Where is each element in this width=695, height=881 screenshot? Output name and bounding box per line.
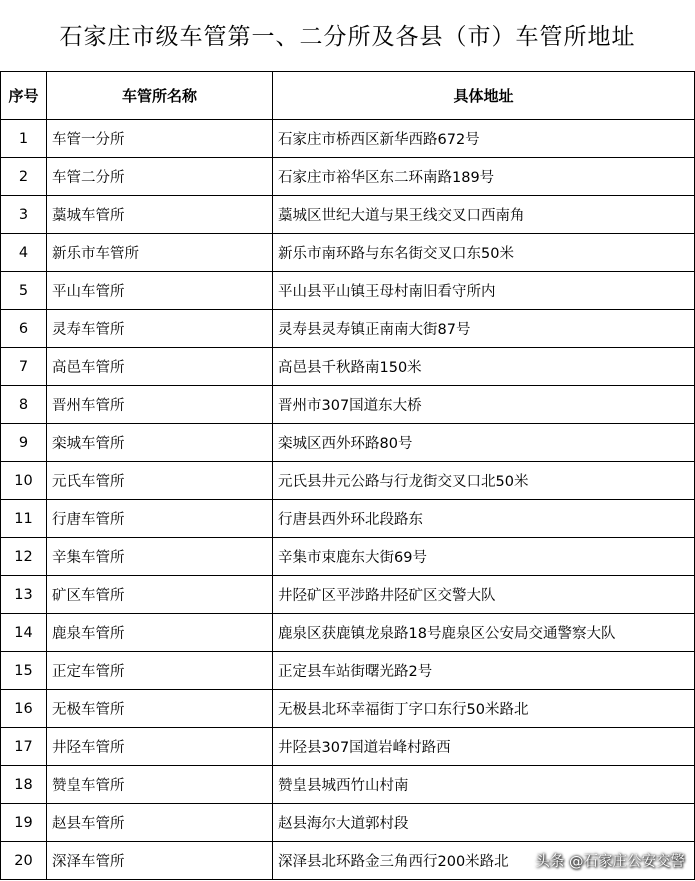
row-office-name: 灵寿车管所 — [47, 310, 273, 348]
row-address: 新乐市南环路与东名街交叉口东50米 — [273, 234, 695, 272]
row-office-name: 车管二分所 — [47, 158, 273, 196]
row-index: 10 — [1, 462, 47, 500]
row-address: 辛集市束鹿东大街69号 — [273, 538, 695, 576]
row-index: 1 — [1, 120, 47, 158]
row-index: 7 — [1, 348, 47, 386]
row-address: 井陉矿区平涉路井陉矿区交警大队 — [273, 576, 695, 614]
row-office-name: 高邑车管所 — [47, 348, 273, 386]
row-index: 18 — [1, 766, 47, 804]
row-address: 栾城区西外环路80号 — [273, 424, 695, 462]
row-office-name: 车管一分所 — [47, 120, 273, 158]
table-row — [1, 652, 695, 690]
row-office-name: 赵县车管所 — [47, 804, 273, 842]
row-index: 6 — [1, 310, 47, 348]
row-address: 高邑县千秋路南150米 — [273, 348, 695, 386]
row-index: 3 — [1, 196, 47, 234]
row-office-name: 新乐市车管所 — [47, 234, 273, 272]
row-index: 9 — [1, 424, 47, 462]
row-index: 13 — [1, 576, 47, 614]
header-address: 具体地址 — [273, 72, 695, 120]
row-address: 鹿泉区获鹿镇龙泉路18号鹿泉区公安局交通警察大队 — [273, 614, 695, 652]
row-address: 正定县车站街曙光路2号 — [273, 652, 695, 690]
row-index: 2 — [1, 158, 47, 196]
row-address: 藁城区世纪大道与果王线交叉口西南角 — [273, 196, 695, 234]
row-address: 灵寿县灵寿镇正南南大街87号 — [273, 310, 695, 348]
table-header-row — [1, 72, 695, 120]
table-row — [1, 538, 695, 576]
row-office-name: 元氏车管所 — [47, 462, 273, 500]
address-table — [0, 71, 695, 880]
row-index: 16 — [1, 690, 47, 728]
table-row — [1, 500, 695, 538]
row-address: 井陉县307国道岩峰村路西 — [273, 728, 695, 766]
row-address: 石家庄市桥西区新华西路672号 — [273, 120, 695, 158]
table-row — [1, 614, 695, 652]
row-address: 元氏县井元公路与行龙街交叉口北50米 — [273, 462, 695, 500]
table-row — [1, 766, 695, 804]
row-index: 17 — [1, 728, 47, 766]
table-row — [1, 462, 695, 500]
row-office-name: 赞皇车管所 — [47, 766, 273, 804]
row-index: 19 — [1, 804, 47, 842]
row-office-name: 辛集车管所 — [47, 538, 273, 576]
table-row — [1, 272, 695, 310]
row-office-name: 鹿泉车管所 — [47, 614, 273, 652]
row-office-name: 正定车管所 — [47, 652, 273, 690]
table-row — [1, 348, 695, 386]
row-office-name: 晋州车管所 — [47, 386, 273, 424]
row-address: 平山县平山镇王母村南旧看守所内 — [273, 272, 695, 310]
row-index: 14 — [1, 614, 47, 652]
row-index: 8 — [1, 386, 47, 424]
table-row — [1, 310, 695, 348]
table-row — [1, 120, 695, 158]
header-name: 车管所名称 — [47, 72, 273, 120]
table-row — [1, 804, 695, 842]
table-row — [1, 728, 695, 766]
row-office-name: 井陉车管所 — [47, 728, 273, 766]
table-row — [1, 576, 695, 614]
table-row — [1, 386, 695, 424]
row-index: 12 — [1, 538, 47, 576]
page-title: 石家庄市级车管第一、二分所及各县（市）车管所地址 — [59, 24, 636, 50]
row-index: 4 — [1, 234, 47, 272]
row-address: 石家庄市裕华区东二环南路189号 — [273, 158, 695, 196]
row-address: 赞皇县城西竹山村南 — [273, 766, 695, 804]
row-office-name: 行唐车管所 — [47, 500, 273, 538]
row-address: 晋州市307国道东大桥 — [273, 386, 695, 424]
watermark: 头条 @石家庄公安交警 — [535, 854, 685, 870]
row-office-name: 矿区车管所 — [47, 576, 273, 614]
table-row — [1, 158, 695, 196]
table-row — [1, 234, 695, 272]
table-row — [1, 690, 695, 728]
row-index: 20 — [1, 842, 47, 880]
row-index: 15 — [1, 652, 47, 690]
table-row — [1, 424, 695, 462]
table-row — [1, 196, 695, 234]
row-address: 赵县海尔大道郭村段 — [273, 804, 695, 842]
row-office-name: 无极车管所 — [47, 690, 273, 728]
row-address: 行唐县西外环北段路东 — [273, 500, 695, 538]
row-office-name: 深泽车管所 — [47, 842, 273, 880]
row-address: 无极县北环幸福街丁字口东行50米路北 — [273, 690, 695, 728]
row-index: 5 — [1, 272, 47, 310]
row-office-name: 藁城车管所 — [47, 196, 273, 234]
row-office-name: 栾城车管所 — [47, 424, 273, 462]
row-office-name: 平山车管所 — [47, 272, 273, 310]
row-index: 11 — [1, 500, 47, 538]
row-address: 深泽县北环路金三角西行200米路北 — [273, 842, 695, 880]
header-index: 序号 — [1, 72, 47, 120]
